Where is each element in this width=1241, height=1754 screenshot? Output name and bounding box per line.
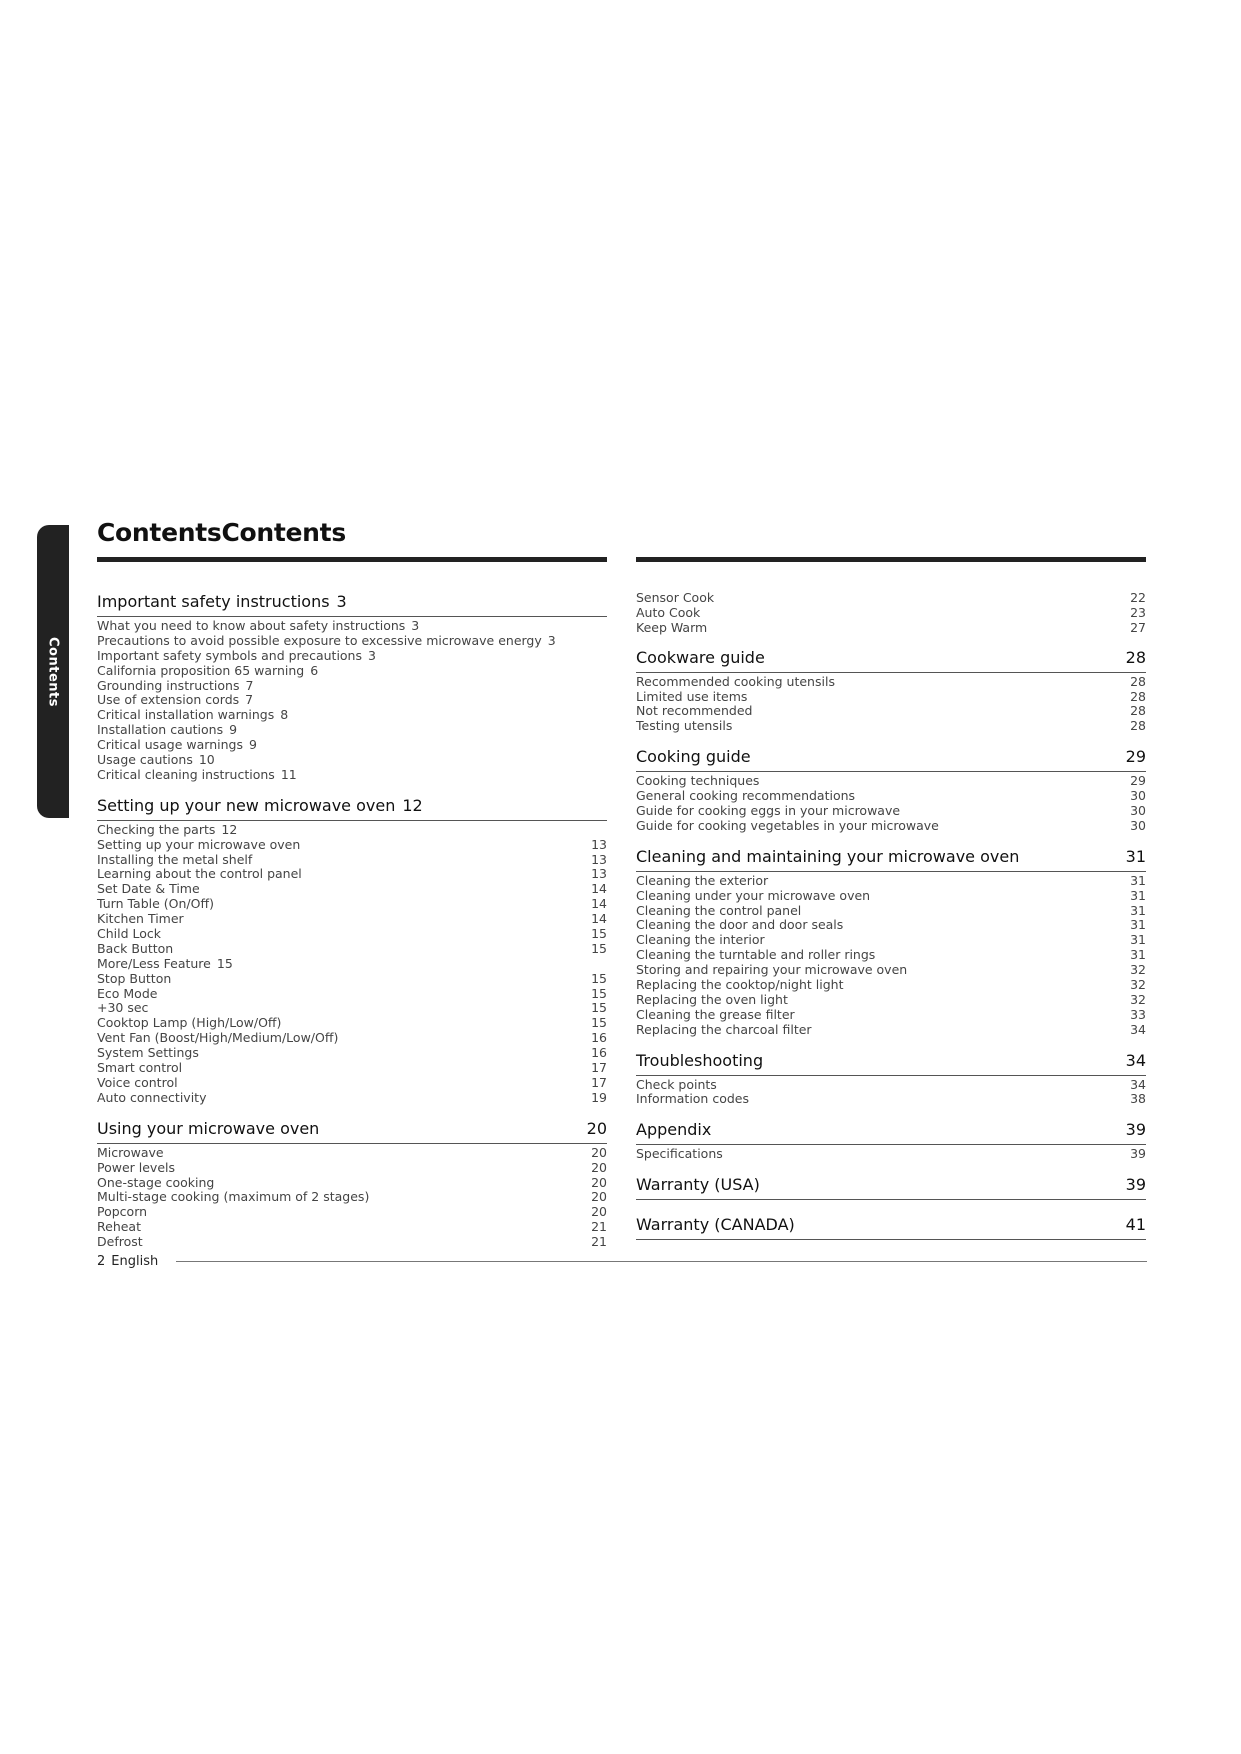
toc-entry-page: 9 bbox=[248, 737, 257, 753]
toc-entry-label: One-stage cooking bbox=[97, 1174, 215, 1190]
column-rule bbox=[636, 557, 1146, 562]
toc-entry[interactable] bbox=[97, 1031, 607, 1046]
toc-section-title: Cooking guide bbox=[636, 747, 751, 767]
toc-entry-label: Sensor Cook bbox=[636, 590, 715, 605]
toc-entry[interactable] bbox=[97, 1161, 607, 1176]
toc-entry-label: Cooktop Lamp (High/Low/Off) bbox=[97, 1015, 282, 1031]
footer-rule bbox=[176, 1261, 1147, 1262]
toc-entry-page: 10 bbox=[198, 752, 215, 768]
toc-section-heading[interactable] bbox=[636, 1175, 1146, 1200]
toc-entry-page: 31 bbox=[1130, 872, 1146, 888]
toc-section-title: Troubleshooting bbox=[636, 1050, 764, 1070]
toc-entry[interactable] bbox=[97, 957, 607, 972]
toc-entry[interactable] bbox=[97, 972, 607, 987]
toc-entry-label: Installation cautions 9 bbox=[97, 722, 238, 738]
toc-entry-page: 15 bbox=[591, 1015, 607, 1031]
toc-entry[interactable] bbox=[97, 634, 607, 649]
toc-entry-page: 31 bbox=[1130, 917, 1146, 933]
toc-entry-page: 15 bbox=[591, 1000, 607, 1016]
toc-entry-page: 17 bbox=[591, 1074, 607, 1090]
toc-section-heading[interactable] bbox=[636, 847, 1146, 872]
left-toc-sections bbox=[97, 592, 607, 1263]
toc-section-heading[interactable] bbox=[636, 648, 1146, 673]
toc-entry-label: Storing and repairing your microwave oven bbox=[636, 962, 908, 978]
toc-section bbox=[97, 592, 607, 796]
toc-entry-page: 15 bbox=[216, 955, 233, 971]
toc-entry[interactable] bbox=[97, 1001, 607, 1016]
toc-entry-label: Voice control bbox=[97, 1074, 178, 1090]
toc-entry[interactable] bbox=[97, 768, 607, 783]
toc-entry-label: Keep Warm bbox=[636, 619, 708, 635]
toc-section-heading[interactable] bbox=[97, 796, 607, 821]
toc-entry[interactable] bbox=[97, 708, 607, 723]
toc-entry-page: 7 bbox=[245, 692, 254, 708]
toc-entry-label: Guide for cooking eggs in your microwave bbox=[636, 803, 901, 819]
toc-section bbox=[636, 1051, 1146, 1121]
toc-entry-page: 31 bbox=[1130, 932, 1146, 948]
toc-entry[interactable] bbox=[636, 904, 1146, 919]
toc-entry-page: 22 bbox=[1130, 590, 1146, 605]
toc-entry-label: Cleaning the door and door seals bbox=[636, 917, 844, 933]
toc-entry-label: Auto Cook bbox=[636, 604, 701, 620]
toc-entry-page: 9 bbox=[229, 722, 238, 738]
toc-entry[interactable] bbox=[97, 927, 607, 942]
toc-entry-label: Grounding instructions 7 bbox=[97, 677, 254, 693]
toc-entry-page: 29 bbox=[1130, 773, 1146, 789]
toc-entry-page: 3 bbox=[547, 632, 556, 648]
toc-entry-page: 8 bbox=[280, 707, 289, 723]
toc-entry-label: What you need to know about safety instructions 3 bbox=[97, 618, 420, 633]
toc-entry-label: Critical cleaning instructions 11 bbox=[97, 766, 297, 782]
toc-section-items bbox=[97, 1144, 607, 1263]
toc-entry-label: Auto connectivity bbox=[97, 1089, 207, 1105]
page-title: ContentsContents bbox=[97, 518, 346, 547]
toc-section-title: Using your microwave oven bbox=[97, 1118, 320, 1138]
toc-entry-page: 28 bbox=[1130, 688, 1146, 704]
toc-entry-label: Child Lock bbox=[97, 926, 162, 942]
toc-section bbox=[636, 1215, 1146, 1255]
toc-entry-label: Information codes bbox=[636, 1091, 749, 1107]
toc-entry-page: 7 bbox=[245, 677, 254, 693]
toc-entry-page: 15 bbox=[591, 970, 607, 986]
side-tab-label: Contents bbox=[45, 636, 61, 707]
toc-entry[interactable] bbox=[97, 853, 607, 868]
toc-section-items bbox=[636, 772, 1146, 847]
toc-entry[interactable] bbox=[97, 867, 607, 882]
toc-entry-page: 13 bbox=[591, 836, 607, 852]
toc-entry[interactable] bbox=[636, 1023, 1146, 1038]
toc-entry-label: Use of extension cords 7 bbox=[97, 692, 254, 708]
toc-entry-page: 16 bbox=[591, 1045, 607, 1061]
toc-entry-page: 21 bbox=[591, 1234, 607, 1250]
toc-entry-page: 32 bbox=[1130, 962, 1146, 978]
toc-entry-page: 3 bbox=[411, 618, 420, 633]
toc-section bbox=[636, 747, 1146, 847]
toc-entry-page: 21 bbox=[591, 1219, 607, 1235]
toc-entry-label: Reheat bbox=[97, 1219, 141, 1235]
toc-entry-page: 19 bbox=[591, 1089, 607, 1105]
toc-entry[interactable] bbox=[97, 753, 607, 768]
side-tab[interactable] bbox=[37, 525, 69, 818]
toc-entry[interactable] bbox=[636, 789, 1146, 804]
toc-entry-label: +30 sec bbox=[97, 1000, 149, 1016]
toc-entry[interactable] bbox=[97, 1076, 607, 1091]
toc-entry-label: Smart control bbox=[97, 1060, 183, 1076]
toc-section-items bbox=[636, 1145, 1146, 1175]
toc-entry-page: 30 bbox=[1130, 803, 1146, 819]
toc-entry-page: 34 bbox=[1130, 1076, 1146, 1092]
toc-section-page: 29 bbox=[1125, 747, 1146, 767]
toc-entry-page: 31 bbox=[1130, 902, 1146, 918]
toc-entry-label: Replacing the oven light bbox=[636, 991, 788, 1007]
toc-entry[interactable] bbox=[97, 664, 607, 679]
toc-entry[interactable] bbox=[97, 912, 607, 927]
toc-entry[interactable] bbox=[636, 704, 1146, 719]
toc-entry-label: Microwave bbox=[97, 1144, 164, 1160]
toc-entry[interactable] bbox=[636, 675, 1146, 690]
toc-section-page: 28 bbox=[1125, 647, 1146, 667]
toc-section-page: 34 bbox=[1125, 1050, 1146, 1070]
toc-section-page: 20 bbox=[586, 1118, 607, 1138]
toc-entry-page: 31 bbox=[1130, 947, 1146, 963]
toc-entry-label: Cleaning the control panel bbox=[636, 902, 802, 918]
toc-entry-page: 6 bbox=[310, 662, 319, 678]
toc-section-page: 3 bbox=[336, 592, 347, 611]
toc-entry-page: 13 bbox=[591, 851, 607, 867]
toc-section-title: Cookware guide bbox=[636, 647, 765, 667]
toc-section bbox=[636, 1175, 1146, 1215]
toc-section-page: 31 bbox=[1125, 846, 1146, 866]
toc-entry[interactable] bbox=[636, 819, 1146, 834]
toc-entry[interactable] bbox=[97, 823, 607, 838]
toc-section-page: 41 bbox=[1125, 1215, 1146, 1235]
toc-section-heading[interactable] bbox=[636, 747, 1146, 772]
toc-entry[interactable] bbox=[97, 1235, 607, 1250]
toc-entry-label: Installing the metal shelf bbox=[97, 851, 253, 867]
right-toc-sections bbox=[636, 648, 1146, 1256]
toc-entry-label: Setting up your microwave oven bbox=[97, 836, 301, 852]
toc-entry[interactable] bbox=[636, 993, 1146, 1008]
toc-section-heading[interactable] bbox=[97, 1119, 607, 1144]
toc-entry-label: Precautions to avoid possible exposure to excessive microwave energy 3 bbox=[97, 632, 556, 648]
toc-entry[interactable] bbox=[97, 679, 607, 694]
toc-entry-page: 30 bbox=[1130, 817, 1146, 833]
toc-entry[interactable] bbox=[636, 963, 1146, 978]
toc-entry-page: 15 bbox=[591, 940, 607, 956]
toc-entry-label: Critical installation warnings 8 bbox=[97, 707, 289, 723]
toc-entry-label: Checking the parts 12 bbox=[97, 821, 238, 837]
toc-entry-label: Testing utensils bbox=[636, 718, 733, 734]
toc-entry-label: Check points bbox=[636, 1076, 717, 1092]
toc-section-heading[interactable] bbox=[97, 592, 607, 617]
toc-entry-page: 15 bbox=[591, 985, 607, 1001]
toc-entry-page: 14 bbox=[591, 896, 607, 912]
toc-section-page: 12 bbox=[402, 795, 423, 815]
toc-entry-page: 13 bbox=[591, 866, 607, 882]
toc-entry-label: Cleaning the grease filter bbox=[636, 1006, 795, 1022]
toc-section-title: Appendix bbox=[636, 1120, 712, 1140]
toc-entry-page: 30 bbox=[1130, 788, 1146, 804]
footer-page-number: 2 bbox=[97, 1254, 106, 1269]
toc-section-title: Cleaning and maintaining your microwave oven bbox=[636, 846, 1020, 866]
toc-entry-label: Kitchen Timer bbox=[97, 911, 184, 927]
toc-entry[interactable] bbox=[97, 693, 607, 708]
toc-entry-page: 32 bbox=[1130, 977, 1146, 993]
right-column bbox=[636, 557, 1146, 1255]
toc-entry[interactable] bbox=[97, 1091, 607, 1106]
footer-language: English bbox=[111, 1254, 159, 1269]
toc-entry-label: California proposition 65 warning 6 bbox=[97, 662, 319, 678]
toc-entry[interactable] bbox=[636, 889, 1146, 904]
toc-entry-label: Set Date & Time bbox=[97, 881, 200, 897]
toc-entry[interactable] bbox=[636, 690, 1146, 705]
toc-entry[interactable] bbox=[97, 838, 607, 853]
toc-entry-page: 38 bbox=[1130, 1091, 1146, 1107]
toc-entry[interactable] bbox=[636, 978, 1146, 993]
toc-entry-page: 20 bbox=[591, 1144, 607, 1160]
toc-section-heading[interactable] bbox=[636, 1120, 1146, 1145]
toc-section-items bbox=[636, 872, 1146, 1051]
toc-entry-page: 16 bbox=[591, 1030, 607, 1046]
toc-section-title: Warranty (CANADA) bbox=[636, 1215, 795, 1235]
toc-section bbox=[97, 796, 607, 1119]
toc-entry-page: 31 bbox=[1130, 887, 1146, 903]
toc-section-items bbox=[636, 1200, 1146, 1215]
toc-entry[interactable] bbox=[636, 918, 1146, 933]
toc-section bbox=[636, 847, 1146, 1051]
toc-entry-page: 34 bbox=[1130, 1021, 1146, 1037]
toc-entry[interactable] bbox=[97, 649, 607, 664]
toc-entry[interactable] bbox=[97, 882, 607, 897]
toc-section-items bbox=[97, 821, 607, 1119]
toc-entry[interactable] bbox=[636, 948, 1146, 963]
toc-entry-page: 3 bbox=[368, 647, 376, 663]
toc-entry-label: System Settings bbox=[97, 1045, 199, 1061]
toc-entry[interactable] bbox=[97, 987, 607, 1002]
toc-entry-label: Cleaning the exterior bbox=[636, 872, 769, 888]
toc-section-page: 39 bbox=[1125, 1120, 1146, 1140]
toc-entry[interactable] bbox=[636, 774, 1146, 789]
toc-section-items bbox=[636, 673, 1146, 748]
toc-entry[interactable] bbox=[97, 1146, 607, 1161]
toc-entry-label: Guide for cooking vegetables in your microwave bbox=[636, 817, 939, 833]
toc-entry-page: 11 bbox=[280, 766, 297, 782]
toc-entry-label: Usage cautions 10 bbox=[97, 752, 215, 768]
toc-entry-label: Limited use items bbox=[636, 688, 748, 704]
toc-entry[interactable] bbox=[636, 1008, 1146, 1023]
toc-entry[interactable] bbox=[97, 1190, 607, 1205]
toc-entry-page: 15 bbox=[591, 926, 607, 942]
toc-entry-label: Stop Button bbox=[97, 970, 172, 986]
toc-entry-page: 14 bbox=[591, 911, 607, 927]
toc-entry[interactable] bbox=[97, 619, 607, 634]
toc-entry-label: Recommended cooking utensils bbox=[636, 673, 835, 689]
toc-entry-label: Turn Table (On/Off) bbox=[97, 896, 214, 912]
toc-entry-label: Multi-stage cooking (maximum of 2 stages) bbox=[97, 1189, 370, 1205]
toc-entry-label: More/Less Feature 15 bbox=[97, 955, 233, 971]
toc-entry-label: Not recommended bbox=[636, 703, 753, 719]
toc-entry-page: 20 bbox=[591, 1159, 607, 1175]
toc-entry-label: Specifications bbox=[636, 1146, 723, 1162]
toc-entry-label: Critical usage warnings 9 bbox=[97, 737, 257, 753]
toc-entry[interactable] bbox=[636, 621, 1146, 636]
toc-section bbox=[636, 648, 1146, 748]
toc-entry-page: 23 bbox=[1130, 604, 1146, 620]
toc-entry-page: 14 bbox=[591, 881, 607, 897]
toc-entry[interactable] bbox=[97, 1061, 607, 1076]
toc-entry-label: Important safety symbols and precautions 3 bbox=[97, 647, 376, 663]
toc-entry[interactable] bbox=[97, 897, 607, 912]
toc-entry-label: Power levels bbox=[97, 1159, 176, 1175]
right-toc-continued bbox=[636, 591, 1146, 648]
toc-entry[interactable] bbox=[97, 1016, 607, 1031]
toc-entry-page: 28 bbox=[1130, 673, 1146, 689]
toc-entry[interactable] bbox=[97, 1220, 607, 1235]
toc-entry-label: Learning about the control panel bbox=[97, 866, 302, 882]
toc-entry[interactable] bbox=[636, 719, 1146, 734]
toc-entry-page: 28 bbox=[1130, 718, 1146, 734]
toc-section-title: Warranty (USA) bbox=[636, 1175, 760, 1195]
toc-entry-page: 39 bbox=[1130, 1146, 1146, 1162]
toc-entry[interactable] bbox=[97, 1205, 607, 1220]
toc-entry-page: 33 bbox=[1130, 1006, 1146, 1022]
toc-entry-label: Cleaning the interior bbox=[636, 932, 765, 948]
toc-entry[interactable] bbox=[636, 933, 1146, 948]
toc-entry-label: Replacing the charcoal filter bbox=[636, 1021, 812, 1037]
toc-section bbox=[97, 1119, 607, 1263]
toc-entry[interactable] bbox=[97, 942, 607, 957]
toc-entry-label: Back Button bbox=[97, 940, 174, 956]
toc-entry-page: 12 bbox=[221, 821, 238, 837]
toc-entry[interactable] bbox=[97, 1176, 607, 1191]
toc-entry-page: 17 bbox=[591, 1060, 607, 1076]
toc-entry[interactable] bbox=[636, 606, 1146, 621]
toc-section-items bbox=[97, 617, 607, 796]
column-rule bbox=[97, 557, 607, 562]
toc-entry[interactable] bbox=[636, 591, 1146, 606]
toc-section-title: Setting up your new microwave oven 12 bbox=[97, 795, 423, 815]
toc-entry-label: Popcorn bbox=[97, 1204, 148, 1220]
toc-section-items bbox=[636, 1076, 1146, 1121]
toc-entry[interactable] bbox=[636, 874, 1146, 889]
toc-section-page: 39 bbox=[1125, 1175, 1146, 1195]
toc-entry[interactable] bbox=[636, 1078, 1146, 1093]
toc-section-heading[interactable] bbox=[636, 1051, 1146, 1076]
toc-entry-page: 27 bbox=[1130, 619, 1146, 635]
toc-entry-label: Replacing the cooktop/night light bbox=[636, 977, 844, 993]
toc-entry[interactable] bbox=[97, 723, 607, 738]
toc-entry-page: 20 bbox=[591, 1204, 607, 1220]
toc-entry[interactable] bbox=[636, 1147, 1146, 1162]
toc-entry-label: Vent Fan (Boost/High/Medium/Low/Off) bbox=[97, 1030, 339, 1046]
toc-entry-page: 32 bbox=[1130, 991, 1146, 1007]
page-footer bbox=[97, 1254, 1147, 1269]
toc-entry[interactable] bbox=[636, 804, 1146, 819]
toc-entry-label: Defrost bbox=[97, 1234, 143, 1250]
left-column bbox=[97, 557, 607, 1263]
toc-entry-page: 20 bbox=[591, 1189, 607, 1205]
toc-entry[interactable] bbox=[97, 738, 607, 753]
toc-entry-page: 20 bbox=[591, 1174, 607, 1190]
toc-entry-label: Eco Mode bbox=[97, 985, 158, 1001]
toc-entry-label: Cooking techniques bbox=[636, 773, 760, 789]
toc-entry-label: General cooking recommendations bbox=[636, 788, 856, 804]
toc-entry[interactable] bbox=[97, 1046, 607, 1061]
toc-entry-page: 28 bbox=[1130, 703, 1146, 719]
toc-entry[interactable] bbox=[636, 1092, 1146, 1107]
toc-entry-label: Cleaning under your microwave oven bbox=[636, 887, 871, 903]
toc-entry-label: Cleaning the turntable and roller rings bbox=[636, 947, 876, 963]
toc-section-heading[interactable] bbox=[636, 1215, 1146, 1240]
toc-section-title: Important safety instructions 3 bbox=[97, 592, 347, 611]
toc-section bbox=[636, 1120, 1146, 1175]
